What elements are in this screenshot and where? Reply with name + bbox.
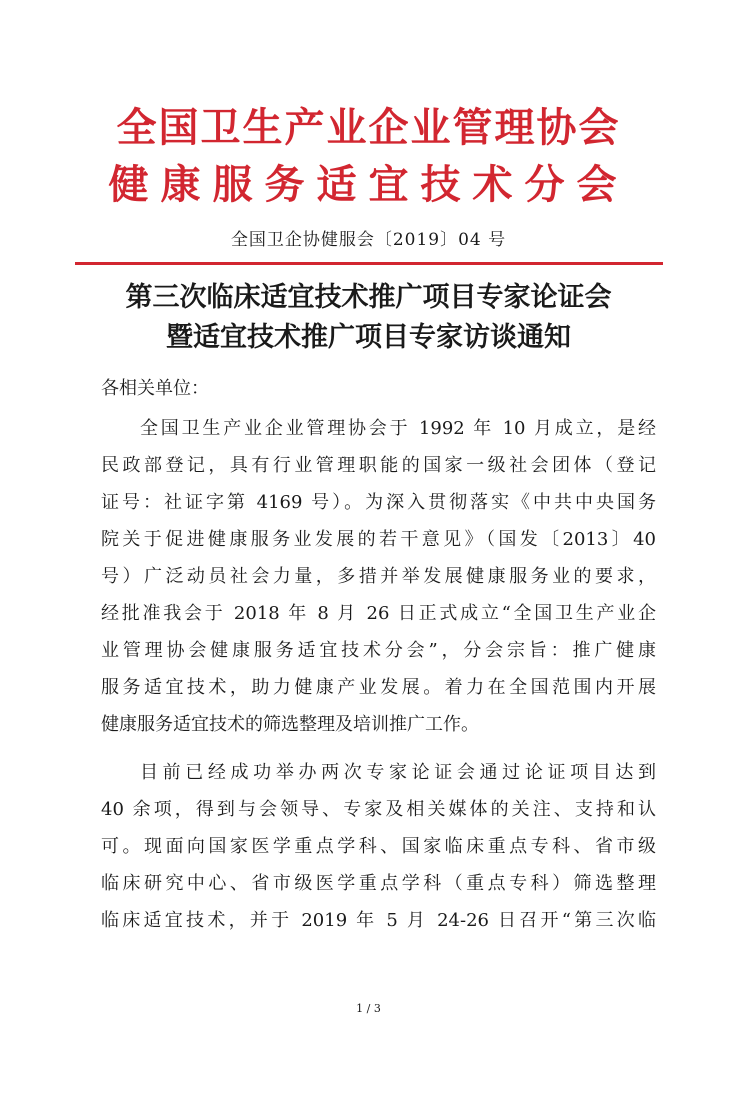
paragraph-line: 证号：社证字第 4169 号）。为深入贯彻落实《中共中央国务	[101, 492, 656, 513]
page-number: 1 / 3	[356, 1002, 381, 1015]
notice-title-line-2: 暨适宜技术推广项目专家访谈通知	[166, 322, 571, 353]
organization-name-line-1: 全国卫生产业企业管理协会	[116, 105, 621, 151]
paragraph-line: 健康服务适宜技术的筛选整理及培训推广工作。	[101, 714, 479, 735]
paragraph-line: 院关于促进健康服务业发展的若干意见》（国发〔2013〕40	[101, 529, 656, 550]
document-number: 全国卫企协健服会〔2019〕04 号	[230, 230, 507, 250]
paragraph-line: 全国卫生产业企业管理协会于 1992 年 10 月成立，是经	[140, 418, 656, 439]
paragraph-line: 目前已经成功举办两次专家论证会通过论证项目达到	[140, 762, 656, 783]
salutation: 各相关单位：	[101, 378, 209, 399]
header-red-divider	[75, 262, 663, 265]
paragraph-line: 40 余项，得到与会领导、专家及相关媒体的关注、支持和认	[101, 799, 656, 820]
paragraph-line: 业管理协会健康服务适宜技术分会”，分会宗旨：推广健康	[101, 640, 656, 661]
notice-title-line-1: 第三次临床适宜技术推广项目专家论证会	[125, 282, 612, 313]
paragraph-line: 经批准我会于 2018 年 8 月 26 日正式成立“全国卫生产业企	[101, 603, 656, 624]
paragraph-line: 民政部登记，具有行业管理职能的国家一级社会团体（登记	[101, 455, 656, 476]
paragraph-line: 号）广泛动员社会力量，多措并举发展健康服务业的要求，	[101, 566, 656, 587]
paragraph-line: 临床研究中心、省市级医学重点学科（重点专科）筛选整理	[101, 873, 656, 894]
paragraph-line: 可。现面向国家医学重点学科、国家临床重点专科、省市级	[101, 836, 656, 857]
paragraph-line: 临床适宜技术，并于 2019 年 5 月 24-26 日召开“第三次临	[101, 910, 656, 931]
organization-name-line-2: 健康服务适宜技术分会	[108, 162, 629, 208]
paragraph-line: 服务适宜技术，助力健康产业发展。着力在全国范围内开展	[101, 677, 656, 698]
